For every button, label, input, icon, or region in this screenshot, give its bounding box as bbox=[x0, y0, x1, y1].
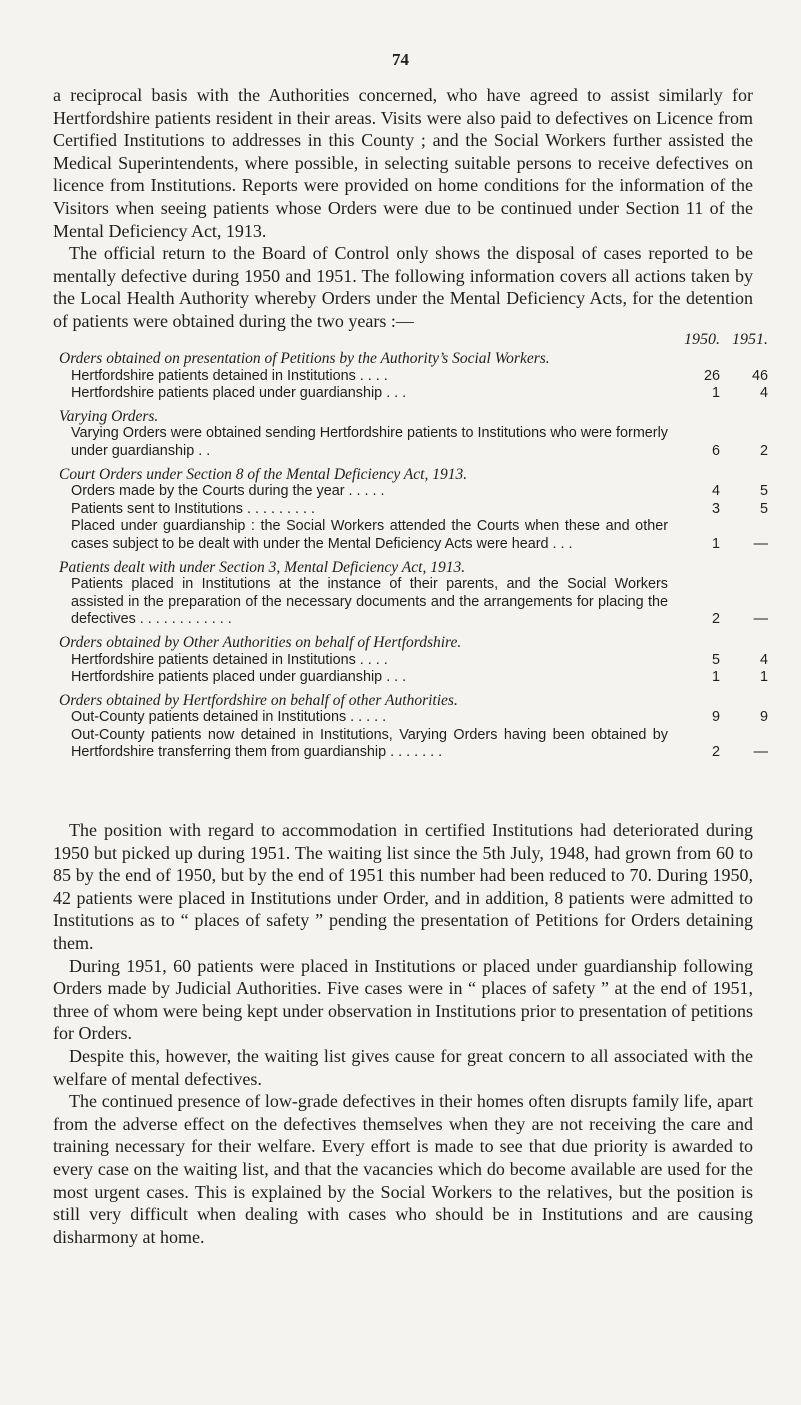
row-label: Out-County patients now detained in Institutions, Varying Orders having been obtained by Hertfordshire transferring them from guardianship . . . . . . . bbox=[71, 726, 668, 761]
orders-table bbox=[53, 331, 768, 762]
value-1951: — bbox=[753, 535, 768, 552]
value-1951: 4 bbox=[759, 385, 768, 402]
value-1951: — bbox=[753, 744, 768, 761]
row-label: Hertfordshire patients placed under guardianship . . . bbox=[71, 385, 407, 402]
value-1950: 1 bbox=[711, 535, 720, 552]
table-row bbox=[53, 385, 768, 403]
value-1950: 9 bbox=[711, 709, 720, 726]
row-label: Varying Orders were obtained sending Hertfordshire patients to Institutions who were formerly under guardianship . . bbox=[71, 425, 668, 459]
value-1950: 1 bbox=[711, 669, 720, 686]
paragraph: The continued presence of low-grade defectives in their homes often disrupts family life, apart from the adverse effect on the defectives themselves when they are not receiving the care and training necessary for their welfare. Every effort is made to see that due priority is awarded to every case on the waiting list, and that the vacancies which do become available are used for the most urgent cases. This is explained by the Social Workers to the relatives, but the position is still very difficult when dealing with cases who should be in Institutions and are causing disharmony at home. bbox=[53, 1091, 753, 1247]
value-1951: 5 bbox=[759, 483, 768, 500]
value-1950: 26 bbox=[703, 367, 720, 384]
table-row bbox=[53, 576, 768, 629]
paragraph: The official return to the Board of Control only shows the disposal of cases reported to be mentally defective during 1950 and 1951. The following information covers all actions taken by the Local Health Authority whereby Orders under the Mental Deficiency Acts, for the detention of patients were obtained during the two years :— bbox=[53, 243, 753, 331]
row-label: Out-County patients detained in Institutions . . . . . bbox=[71, 709, 387, 726]
section-heading: Orders obtained by Hertfordshire on behalf of other Authorities. bbox=[59, 691, 458, 709]
row-label: Placed under guardianship : the Social Workers attended the Courts when these and other cases subject to be dealt with under the Mental Deficiency Acts were heard . . . bbox=[71, 518, 668, 552]
row-label: Patients sent to Institutions . . . . . . . . . bbox=[71, 500, 315, 517]
value-1951: 46 bbox=[751, 367, 768, 384]
value-1950: 4 bbox=[711, 483, 720, 500]
table-row bbox=[53, 501, 768, 519]
section-heading: Orders obtained by Other Authorities on behalf of Hertfordshire. bbox=[59, 633, 462, 651]
table-row bbox=[53, 368, 768, 386]
outro-text bbox=[53, 819, 753, 1248]
year-header-1951: 1951. bbox=[732, 331, 768, 348]
value-1951: — bbox=[753, 611, 768, 628]
value-1951: 2 bbox=[759, 442, 768, 459]
paragraph: a reciprocal basis with the Authorities concerned, who have agreed to assist similarly for Hertfordshire patients resident in their areas. Visits were also paid to defectives on Licence from Certified Institutions to addresses in this County ; and the Social Workers further assisted the Medical Superintendents, where possible, in selecting suitable persons to receive defectives on licence from Institutions. Reports were provided on home conditions for the information of the Visitors when seeing patients whose Orders were due to be continued under Section 11 of the Mental Deficiency Act, 1913. bbox=[53, 85, 753, 241]
paragraph: During 1951, 60 patients were placed in Institutions or placed under guardianship following Orders made by Judicial Authorities. Five cases were in “ places of safety ” at the end of 1951, three of whom were being kept under observation in Institutions prior to presentation of petitions for Orders. bbox=[53, 955, 753, 1044]
row-label: Orders made by the Courts during the year . . . . . bbox=[71, 483, 385, 500]
value-1951: 1 bbox=[759, 669, 768, 686]
value-1951: 4 bbox=[759, 651, 768, 668]
table-row bbox=[53, 652, 768, 670]
paragraph: Despite this, however, the waiting list gives cause for great concern to all associated with the welfare of mental defectives. bbox=[53, 1045, 753, 1089]
section-heading: Patients dealt with under Section 3, Mental Deficiency Act, 1913. bbox=[59, 558, 466, 576]
section-heading: Varying Orders. bbox=[59, 407, 159, 425]
year-header-1950: 1950. bbox=[684, 331, 720, 348]
value-1951: 5 bbox=[759, 500, 768, 517]
table-row bbox=[53, 669, 768, 687]
value-1950: 5 bbox=[711, 651, 720, 668]
table-row bbox=[53, 727, 768, 762]
value-1950: 6 bbox=[711, 442, 720, 459]
table-row bbox=[53, 709, 768, 727]
table-row bbox=[53, 483, 768, 501]
page-number: 74 bbox=[392, 50, 409, 69]
table-row bbox=[53, 518, 768, 553]
value-1950: 2 bbox=[711, 744, 720, 761]
row-label: Hertfordshire patients placed under guardianship . . . bbox=[71, 669, 407, 686]
row-label: Patients placed in Institutions at the instance of their parents, and the Social Workers assisted in the preparation of the necessary documents and the arrangements for placing the defectives . . . . . . . . . . . . bbox=[71, 576, 668, 628]
value-1950: 1 bbox=[711, 385, 720, 402]
table-row bbox=[53, 425, 768, 460]
row-label: Hertfordshire patients detained in Institutions . . . . bbox=[71, 651, 388, 668]
intro-text bbox=[53, 84, 753, 333]
paragraph: The position with regard to accommodation in certified Institutions had deteriorated during 1950 but picked up during 1951. The waiting list since the 5th July, 1948, had grown from 60 to 85 by the end of 1950, but by the end of 1951 this number had been reduced to 70. During 1950, 42 patients were placed in Institutions under Order, and in addition, 8 patients were admitted to Institutions as to “ places of safety ” pending the presentation of Petitions for Orders detaining them. bbox=[53, 820, 753, 953]
value-1951: 9 bbox=[759, 709, 768, 726]
value-1950: 2 bbox=[711, 611, 720, 628]
row-label: Hertfordshire patients detained in Institutions . . . . bbox=[71, 367, 388, 384]
year-header-row bbox=[53, 331, 768, 350]
section-heading: Orders obtained on presentation of Petitions by the Authority’s Social Workers. bbox=[59, 350, 550, 367]
value-1950: 3 bbox=[711, 500, 720, 517]
section-heading: Court Orders under Section 8 of the Mental Deficiency Act, 1913. bbox=[59, 465, 468, 483]
